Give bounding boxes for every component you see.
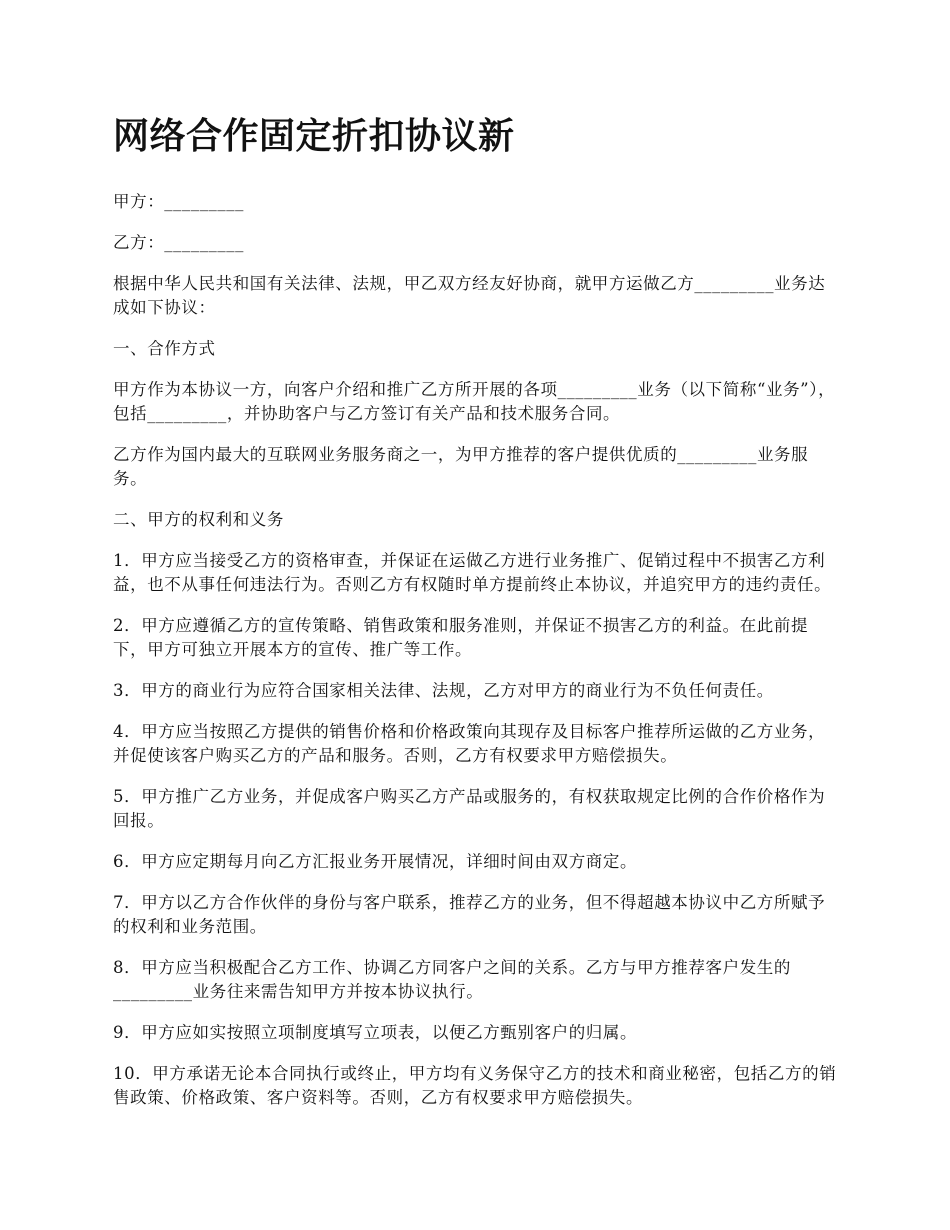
clause-10: 10．甲方承诺无论本合同执行或终止，甲方均有义务保守乙方的技术和商业秘密，包括乙方的销售政策、价格政策、客户资料等。否则，乙方有权要求甲方赔偿损失。 (113, 1064, 837, 1107)
clause-8: 8．甲方应当积极配合乙方工作、协调乙方同客户之间的关系。乙方与甲方推荐客户发生的_________业务往来需告知甲方并按本协议执行。 (113, 958, 791, 1001)
clause-5: 5．甲方推广乙方业务，并促成客户购买乙方产品或服务的，有权获取规定比例的合作价格作为回报。 (113, 787, 826, 830)
cooperation-paragraph-1: 甲方作为本协议一方，向客户介绍和推广乙方所开展的各项_________业务（以下简称“业务”），包括_________，并协助客户与乙方签订有关产品和技术服务合同。 (113, 380, 836, 423)
intro-paragraph: 根据中华人民共和国有关法律、法规，甲乙双方经友好协商，就甲方运做乙方_________业务达成如下协议： (113, 274, 826, 317)
section-heading-rights: 二、甲方的权利和义务 (113, 510, 284, 529)
document-title: 网络合作固定折扣协议新 (113, 115, 515, 157)
party-b-line: 乙方：_________ (113, 233, 244, 252)
section-heading-cooperation: 一、合作方式 (113, 339, 216, 358)
clause-6: 6．甲方应定期每月向乙方汇报业务开展情况，详细时间由双方商定。 (113, 852, 638, 871)
clause-4: 4．甲方应当按照乙方提供的销售价格和价格政策向其现存及目标客户推荐所运做的乙方业务，并促使该客户购买乙方的产品和服务。否则，乙方有权要求甲方赔偿损失。 (113, 722, 826, 765)
clause-1: 1．甲方应当接受乙方的资格审查，并保证在运做乙方进行业务推广、促销过程中不损害乙方利益，也不从事任何违法行为。否则乙方有权随时单方提前终止本协议，并追究甲方的违约责任。 (113, 551, 832, 594)
cooperation-paragraph-2: 乙方作为国内最大的互联网业务服务商之一，为甲方推荐的客户提供优质的_________业务服务。 (113, 445, 809, 488)
clause-3: 3．甲方的商业行为应符合国家相关法律、法规，乙方对甲方的商业行为不负任何责任。 (113, 681, 774, 700)
clause-9: 9．甲方应如实按照立项制度填写立项表，以便乙方甄别客户的归属。 (113, 1023, 638, 1042)
clause-2: 2．甲方应遵循乙方的宣传策略、销售政策和服务准则，并保证不损害乙方的利益。在此前提下，甲方可独立开展本方的宣传、推广等工作。 (113, 616, 809, 659)
party-a-line: 甲方：_________ (113, 192, 244, 211)
clause-7: 7．甲方以乙方合作伙伴的身份与客户联系，推荐乙方的业务，但不得超越本协议中乙方所赋予的权利和业务范围。 (113, 893, 826, 936)
